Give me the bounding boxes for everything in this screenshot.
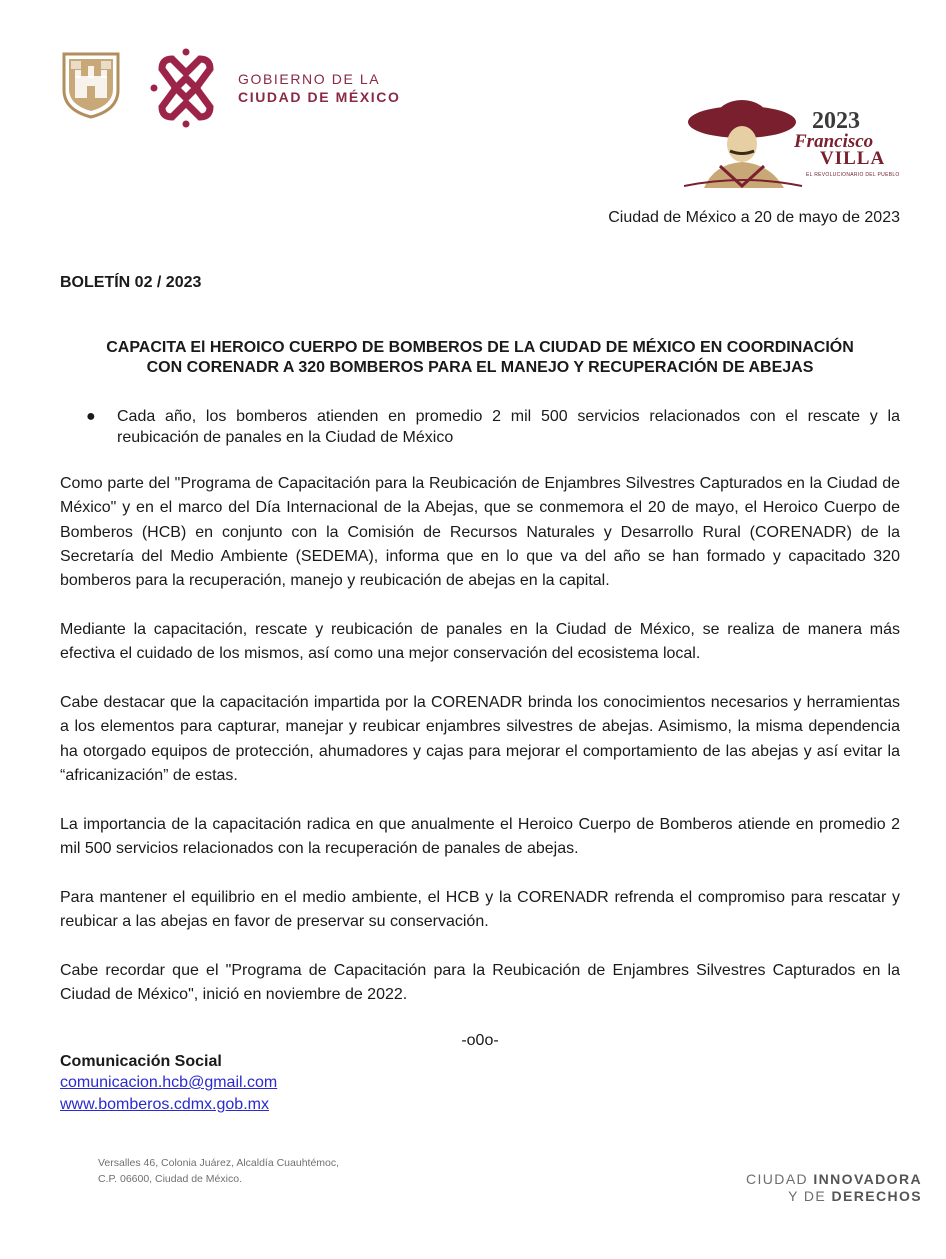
footer-address [98, 1155, 339, 1187]
footer-slogan [746, 1171, 922, 1205]
email-link[interactable]: comunicacion.hcb@gmail.com [60, 1074, 278, 1091]
bullet-dot-icon: ● [86, 408, 96, 425]
paragraph-4: La importancia de la capacitación radica en que anualmente el Heroico Cuerpo de Bomberos atiende en promedio 2 mil 500 servicios relacionados con la recuperación de panales de abejas. [60, 816, 900, 858]
gov-line-2: CIUDAD DE MÉXICO [238, 89, 401, 105]
francisco-villa-portrait-icon [684, 96, 804, 188]
government-name [238, 70, 401, 106]
headline-line-2: CON CORENADR A 320 BOMBEROS PARA EL MANEJO Y RECUPERACIÓN DE ABEJAS [146, 359, 814, 376]
footer-address-line-2: C.P. 06600, Ciudad de México. [98, 1173, 242, 1185]
slogan-part-c: Y DE [788, 1188, 832, 1204]
cdmx-x-logo-icon [150, 47, 222, 129]
bullet-text: Cada año, los bomberos atienden en promedio 2 mil 500 servicios relacionados con el rescate y la reubicación de panales en la Ciudad de México [117, 408, 900, 446]
website-link[interactable]: www.bomberos.cdmx.gob.mx [60, 1096, 269, 1113]
footer-address-line-1: Versalles 46, Colonia Juárez, Alcaldía Cuauhtémoc, [98, 1157, 340, 1169]
document-date: Ciudad de México a 20 de mayo de 2023 [608, 209, 900, 226]
paragraph-2: Mediante la capacitación, rescate y reubicación de panales en la Ciudad de México, se realiza de manera más efectiva el cuidado de los mismos, así como una mejor conservación del ecosistema local. [60, 621, 900, 663]
paragraph-1: Como parte del "Programa de Capacitación para la Reubicación de Enjambres Silvestres Capturados en la Ciudad de México" y en el marco del Día Internacional de la Abejas, que se conmemora el 20 de mayo, el Heroico Cuerpo de Bomberos (HCB) en conjunto con la Comisión de Recursos Naturales y Desarrollo Rural (CORENADR) de la Secretaría del Medio Ambiente (SEDEMA), informa que en lo que va del año se han formado y capacitado 320 bomberos para la recuperación, manejo y reubicación de abejas en la capital. [60, 475, 900, 590]
badge-name-last: VILLA [820, 148, 886, 169]
paragraph-6: Cabe recordar que el "Programa de Capacitación para la Reubicación de Enjambres Silvestres Capturados en la Ciudad de México", inició en noviembre de 2022. [60, 962, 900, 1004]
gov-line-1: GOBIERNO DE LA [238, 71, 381, 87]
slogan-part-d: DERECHOS [831, 1188, 922, 1204]
badge-year: 2023 [812, 108, 860, 134]
slogan-part-b: INNOVADORA [813, 1171, 922, 1187]
bulletin-number: BOLETÍN 02 / 2023 [60, 274, 202, 291]
paragraph-5: Para mantener el equilibrio en el medio ambiente, el HCB y la CORENADR refrenda el compromiso para rescatar y reubicar a las abejas en favor de preservar su conservación. [60, 889, 900, 931]
headline-line-1: CAPACITA El HEROICO CUERPO DE BOMBEROS DE LA CIUDAD DE MÉXICO EN COORDINACIÓN [106, 339, 854, 356]
badge-tagline: EL REVOLUCIONARIO DEL PUEBLO [806, 172, 900, 178]
headline [60, 338, 900, 378]
paragraph-3: Cabe destacar que la capacitación impartida por la CORENADR brinda los conocimientos necesarios y herramientas a los elementos para capturar, manejar y reubicar enjambres silvestres de abejas. Asimismo, la misma dependencia ha otorgado equipos de protección, ahumadores y cajas para mejorar el comportamiento de las abejas y así evitar la “africanización” de estas. [60, 694, 900, 784]
cdmx-shield-icon [60, 50, 122, 120]
summary-bullet [86, 406, 900, 448]
signature-title: Comunicación Social [60, 1053, 222, 1070]
separator: -o0o- [461, 1032, 499, 1049]
badge-name-first: Francisco [794, 131, 874, 152]
slogan-part-a: CIUDAD [746, 1171, 814, 1187]
